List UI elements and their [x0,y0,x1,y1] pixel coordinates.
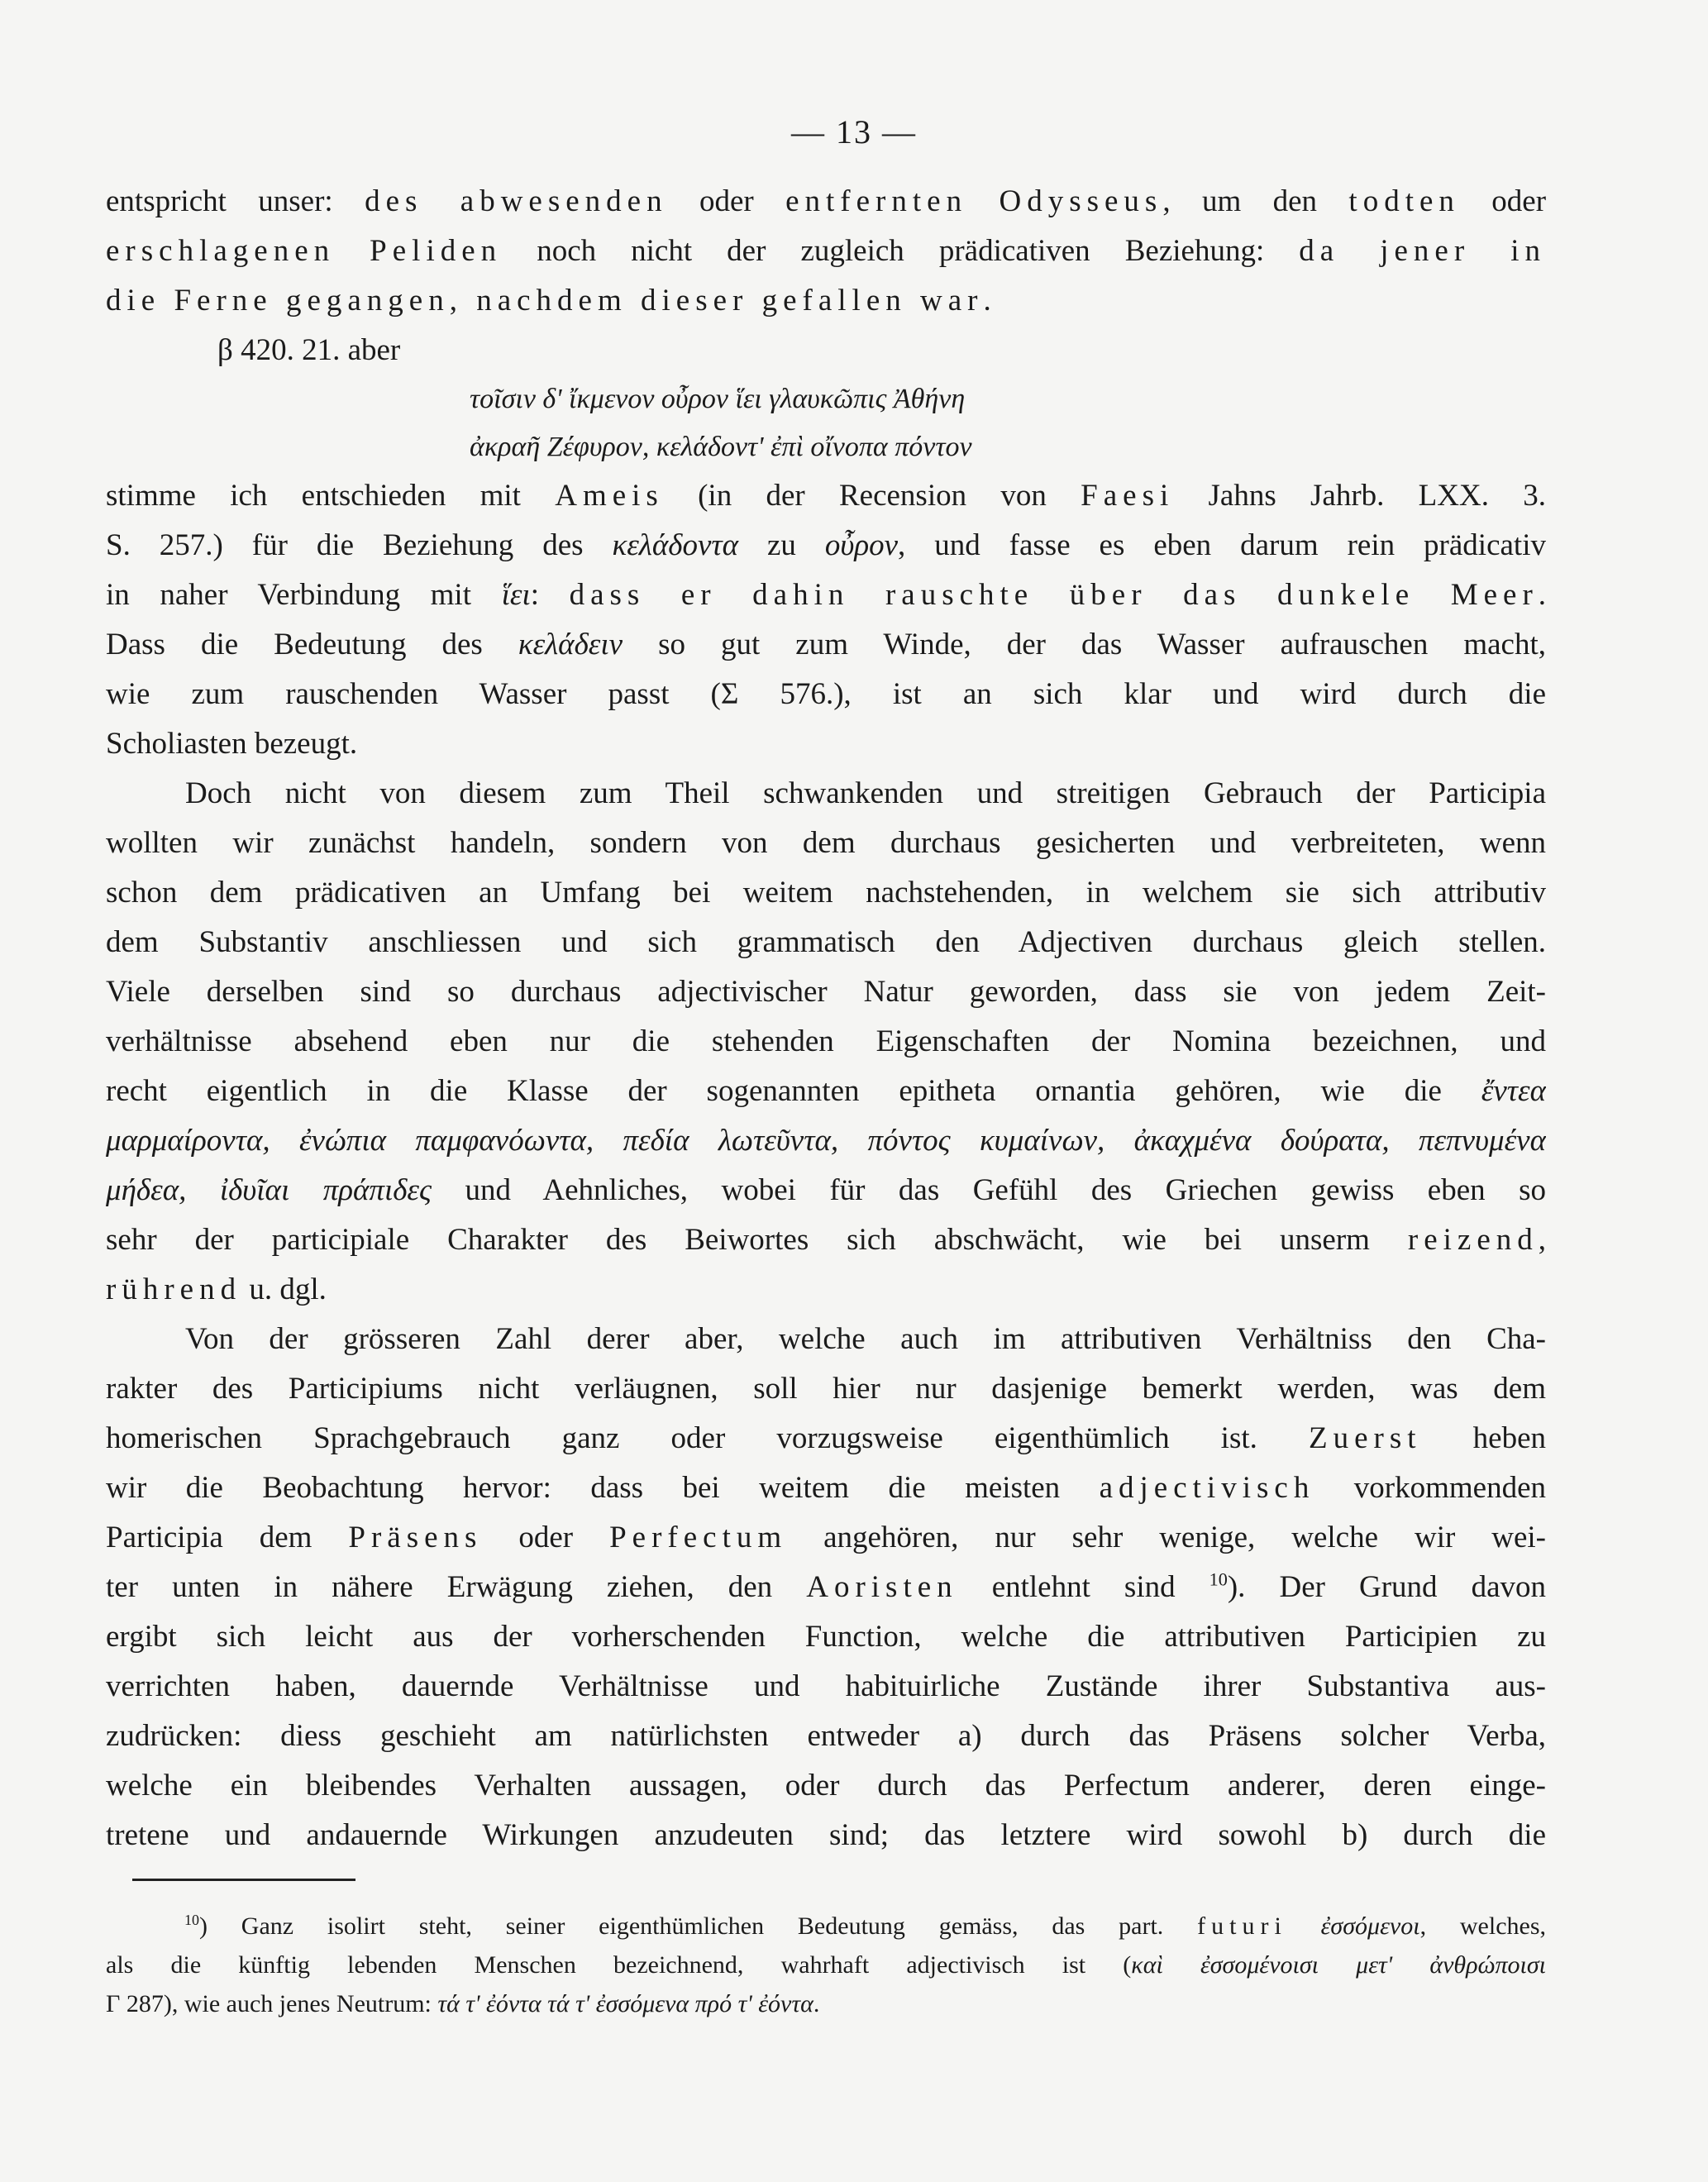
text-segment: entlehnt sind [957,1570,1209,1604]
text-segment: zu [738,528,825,562]
text-segment: rakter des Participiums nicht verläugnen, soll hier nur dasjenige bemerkt werden, was dem [106,1372,1546,1406]
text-segment: ) Ganz isolirt steht, seiner eigenthümlichen Bedeutung gemäss, das part. [199,1912,1198,1940]
text-segment: homerischen Sprachgebrauch ganz oder vorzugsweise eigenthümlich ist. [106,1421,1309,1455]
paragraph-start-line [106,1315,1546,1364]
text-segment: entspricht unser: [106,184,365,218]
text-line [106,918,1546,967]
text-segment: . [813,1990,820,2017]
greek-text: οὖρον [824,528,899,562]
text-segment: , um den [1162,184,1349,218]
footnotes [106,1907,1546,2023]
text-line [106,177,1546,227]
text-segment: Jahns Jahrb. LXX. 3. [1174,479,1546,513]
spaced-emphasis: die Ferne gegangen, nachdem dieser gefallen war [106,284,984,318]
spaced-emphasis: Ameis [555,479,664,513]
text-segment [967,184,999,218]
text-line [106,1116,1546,1166]
text-segment: oder [667,184,786,218]
footnote-mark: 10 [184,1912,199,1928]
text-segment [335,234,370,268]
text-segment: tretene und andauernde Wirkungen anzudeuten sind; das letztere wird sowohl b) durch die [106,1818,1546,1852]
text-line [106,620,1546,670]
text-line [106,1166,1546,1215]
text-segment: . [1538,578,1546,612]
text-segment: recht eigentlich in die Klasse der sogenannten epitheta ornantia gehören, wie die [106,1074,1481,1108]
text-segment: S. 257.) für die Beziehung des [106,528,613,562]
greek-text: καὶ ἐσσομένοισι μετ' ἀνθρώποισι [1131,1951,1546,1979]
text-line [106,1761,1546,1811]
text-segment: angehören, nur sehr wenige, welche wir wei- [787,1521,1546,1554]
text-segment: vorkommenden [1314,1471,1546,1505]
text-segment: . [983,284,991,318]
text-line [106,571,1546,620]
body-text [106,177,1546,1860]
footnote-mark: 10 [1209,1568,1228,1590]
text-line [106,1513,1546,1563]
text-segment: Viele derselben sind so durchaus adjectivischer Natur geworden, dass sie von jedem Zeit- [106,975,1546,1009]
text-segment: wollten wir zunächst handeln, sondern von dem durchaus gesicherten und verbreiteten, wenn [106,826,1546,860]
spaced-emphasis: todten [1348,184,1460,218]
text-segment: oder [482,1521,610,1554]
text-line [106,471,1546,521]
text-line [106,227,1546,276]
text-line [106,1463,1546,1513]
text-segment: als die künftig lebenden Menschen bezeichnend, wahrhaft adjectivisch ist ( [106,1951,1132,1979]
footnote-line [106,1984,1546,2023]
paragraph-start-line [106,769,1546,819]
text-segment: wie zum rauschenden Wasser passt (Σ 576.), ist an sich klar und wird durch die [106,677,1546,711]
text-segment: , welches, [1419,1912,1546,1940]
greek-text: τά τ' ἐόντα τά τ' ἐσσόμενα πρό τ' ἐόντα [437,1990,813,2017]
text-line [106,1563,1546,1612]
text-segment: verrichten haben, dauernde Verhältnisse und habituirliche Zustände ihrer Substantiva aus- [106,1669,1546,1703]
page-number: — 13 — [791,113,917,150]
greek-verse-line [106,375,1546,423]
text-segment: ergibt sich leicht aus der vorherschenden Function, welche die attributiven Participien zu [106,1620,1546,1654]
footnote-divider [132,1879,355,1881]
text-line [106,1414,1546,1463]
text-segment: schon dem prädicativen an Umfang bei weitem nachstehenden, in welchem sie sich attributiv [106,876,1546,910]
text-segment: oder [1459,184,1546,218]
text-line [106,1067,1546,1116]
text-line [106,521,1546,571]
spaced-emphasis: Faesi [1081,479,1175,513]
text-segment: so gut zum Winde, der das Wasser aufrauschen macht, [623,628,1546,661]
text-line [106,1662,1546,1712]
text-segment: ). Der Grund davon [1227,1570,1546,1604]
spaced-emphasis: Präsens [348,1521,483,1554]
spaced-emphasis: entfernten [785,184,968,218]
spaced-emphasis: adjectivisch [1099,1471,1315,1505]
text-segment: β 420. 21. aber [217,333,401,367]
greek-text: μήδεα, ἰδυῖαι πράπιδες [106,1173,432,1207]
text-line [106,819,1546,868]
text-line [106,1811,1546,1860]
text-segment: zudrücken: diess geschieht am natürlichsten entweder a) durch das Präsens solcher Verba, [106,1719,1546,1753]
text-segment: ter unten in nähere Erwägung ziehen, den [106,1570,807,1604]
text-segment: Dass die Bedeutung des [106,628,518,661]
spaced-emphasis: Zuerst [1309,1421,1422,1455]
spaced-emphasis: erschlagenen [106,234,336,268]
text-segment: und Aehnliches, wobei für das Gefühl des Griechen gewiss eben so [432,1173,1546,1207]
greek-text: τοῖσιν δ' ἴκμενον οὖρον ἵει γλαυκῶπις Ἀθήνη [470,384,966,414]
spaced-emphasis: reizend [1407,1223,1539,1257]
spaced-emphasis: des abwesenden [365,184,668,218]
greek-text: ἐπὶ οἴνοπα πόντον [763,432,972,462]
spaced-emphasis: dass er dahin rauschte über das dunkele Meer [569,578,1539,612]
greek-verse-line [106,423,1546,471]
text-segment: , und fasse es eben darum rein prädicativ [898,528,1546,562]
greek-text: ἀκραῆ Ζέφυρον, [470,432,656,462]
spaced-emphasis: Peliden [370,234,503,268]
greek-text: μαρμαίροντα, ἐνώπια παμφανόωντα, πεδία λωτεῦντα, πόντος κυμαίνων, ἀκαχμένα δούρατα, πεπνυμένα [106,1124,1546,1158]
text-segment: : [530,578,570,612]
spaced-emphasis: Perfectum [609,1521,788,1554]
text-segment: welche ein bleibendes Verhalten aussagen, oder durch das Perfectum anderer, deren einge- [106,1769,1546,1802]
text-segment: Von der grösseren Zahl derer aber, welche auch im attributiven Verhältniss den Cha- [185,1322,1546,1356]
text-segment: Doch nicht von diesem zum Theil schwankenden und streitigen Gebrauch der Participia [185,776,1546,810]
footnote-line [106,1946,1546,1984]
text-segment: noch nicht der zugleich prädicativen Beziehung: [502,234,1300,268]
greek-text: ἔντεα [1481,1074,1546,1108]
text-segment: wir die Beobachtung hervor: dass bei weitem die meisten [106,1471,1100,1505]
text-line [106,1712,1546,1761]
text-segment [1287,1912,1321,1940]
text-line [106,276,1546,326]
text-segment: Participia dem [106,1521,349,1554]
spaced-emphasis: Odysseus [999,184,1163,218]
text-segment: (in der Recension von [663,479,1081,513]
text-segment: sehr der participiale Charakter des Beiwortes sich abschwächt, wie bei unserm [106,1223,1408,1257]
spaced-emphasis: Aoristen [806,1570,958,1604]
greek-text: ἵει [501,578,531,612]
text-segment: in naher Verbindung mit [106,578,502,612]
footnote-line [106,1907,1546,1946]
text-line [106,670,1546,719]
spaced-emphasis: rührend [106,1272,242,1306]
text-line [106,1265,1546,1315]
text-line [106,1612,1546,1662]
greek-text: κελάδοντ' [656,432,764,462]
text-line [106,868,1546,918]
text-line [106,1215,1546,1265]
spaced-emphasis: futuri [1197,1912,1287,1940]
text-line [106,1017,1546,1067]
text-segment: heben [1421,1421,1546,1455]
text-segment: Scholiasten bezeugt. [106,727,358,761]
spaced-emphasis: da jener in [1299,234,1546,268]
text-segment: Γ 287), wie auch jenes Neutrum: [106,1990,438,2017]
greek-text: κελάδειν [518,628,623,661]
text-line [106,967,1546,1017]
verse-reference [106,326,1546,375]
greek-text: ἐσσόμενοι [1320,1912,1420,1940]
greek-text: κελάδοντα [612,528,739,562]
text-line [106,719,1546,769]
text-line [106,1364,1546,1414]
text-segment: , [1538,1223,1546,1257]
text-segment: verhältnisse absehend eben nur die stehenden Eigenschaften der Nomina bezeichnen, und [106,1024,1546,1058]
text-segment: stimme ich entschieden mit [106,479,556,513]
text-segment: u. dgl. [241,1272,327,1306]
text-segment: dem Substantiv anschliessen und sich grammatisch den Adjectiven durchaus gleich stellen. [106,925,1546,959]
